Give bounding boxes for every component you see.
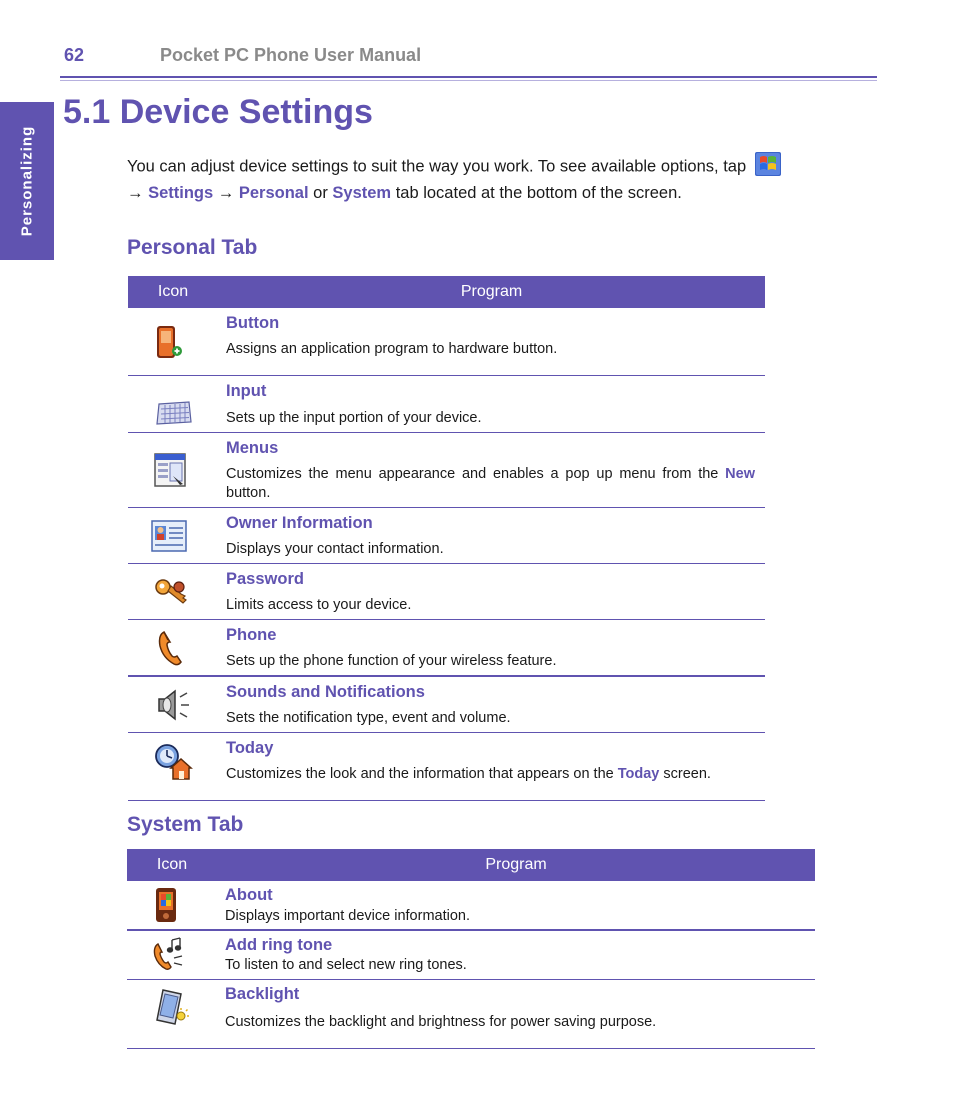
program-name: About <box>225 886 273 904</box>
program-name: Sounds and Notifications <box>226 683 425 701</box>
program-name: Add ring tone <box>225 936 333 954</box>
program-description: Sets the notification type, event and volume. <box>226 710 511 726</box>
description-text: button. <box>226 485 271 501</box>
table-row <box>128 308 765 376</box>
program-name: Owner Information <box>226 514 373 532</box>
personal-tab-heading: Personal Tab <box>127 236 258 259</box>
program-description <box>226 465 755 503</box>
settings-keyword: Settings <box>148 184 214 202</box>
phone-icon <box>128 620 214 675</box>
table-header <box>127 849 815 881</box>
personal-tab-table <box>128 276 765 801</box>
program-description: Limits access to your device. <box>226 597 412 613</box>
description-text: Customizes the look and the information that appears on the <box>226 766 618 782</box>
column-header-icon: Icon <box>156 856 188 873</box>
windows-start-icon <box>755 152 781 182</box>
table-row <box>128 508 765 564</box>
system-keyword: System <box>332 184 392 202</box>
menus-icon <box>128 433 214 507</box>
about-device-icon <box>127 881 205 929</box>
program-name: Menus <box>226 439 279 457</box>
today-keyword: Today <box>617 766 660 782</box>
table-row <box>128 433 765 508</box>
arrow-text: → <box>213 184 239 202</box>
program-description: Assigns an application program to hardware button. <box>226 341 558 357</box>
chapter-side-tab <box>0 102 54 260</box>
table-row <box>128 376 765 433</box>
column-header-program: Program <box>485 856 547 873</box>
program-description: Sets up the input portion of your device. <box>226 410 482 426</box>
intro-text: You can adjust device settings to suit the way you work. To see available options, tap <box>127 157 747 176</box>
program-description: To listen to and select new ring tones. <box>225 957 467 973</box>
system-tab-table <box>127 849 815 1049</box>
table-row <box>128 733 765 801</box>
program-name: Button <box>226 314 280 332</box>
table-row <box>128 564 765 620</box>
program-name: Backlight <box>225 985 300 1003</box>
system-tab-heading: System Tab <box>127 813 244 836</box>
speaker-icon <box>128 677 218 732</box>
program-description: Customizes the backlight and brightness for power saving purpose. <box>225 1014 657 1030</box>
table-row <box>128 677 765 733</box>
or-text: or <box>308 184 333 202</box>
section-title: 5.1 Device Settings <box>63 93 373 131</box>
page-number: 62 <box>64 45 85 65</box>
button-icon <box>128 308 210 375</box>
owner-card-icon <box>128 508 210 563</box>
today-icon <box>128 733 218 800</box>
program-name: Password <box>226 570 304 588</box>
table-row <box>127 881 815 931</box>
column-header-icon: Icon <box>157 283 189 300</box>
table-header <box>128 276 765 308</box>
manual-title: Pocket PC Phone User Manual <box>160 45 422 65</box>
personal-keyword: Personal <box>238 184 309 202</box>
description-text: screen. <box>659 766 711 782</box>
intro-paragraph <box>127 152 827 204</box>
program-name: Input <box>226 382 267 400</box>
header-divider <box>60 76 877 78</box>
ringtone-icon <box>127 931 211 979</box>
header-divider-thin <box>60 80 877 81</box>
program-description: Displays your contact information. <box>226 541 444 557</box>
program-description <box>226 765 711 784</box>
table-row <box>127 980 815 1049</box>
program-description: Sets up the phone function of your wireless feature. <box>226 653 557 669</box>
arrow-text: → <box>127 184 149 202</box>
program-name: Today <box>226 739 274 757</box>
new-keyword: New <box>725 466 755 482</box>
table-row <box>127 931 815 980</box>
column-header-program: Program <box>460 283 523 300</box>
keyboard-icon <box>128 376 220 432</box>
table-row <box>128 620 765 677</box>
intro-text-end: tab located at the bottom of the screen. <box>391 184 682 202</box>
description-text: Customizes the menu appearance and enables a pop up menu from the <box>226 466 726 482</box>
program-description: Displays important device information. <box>225 908 470 924</box>
key-icon <box>128 564 216 619</box>
backlight-icon <box>127 980 215 1048</box>
program-name: Phone <box>226 626 277 644</box>
chapter-side-tab-label: Personalizing <box>18 125 36 237</box>
